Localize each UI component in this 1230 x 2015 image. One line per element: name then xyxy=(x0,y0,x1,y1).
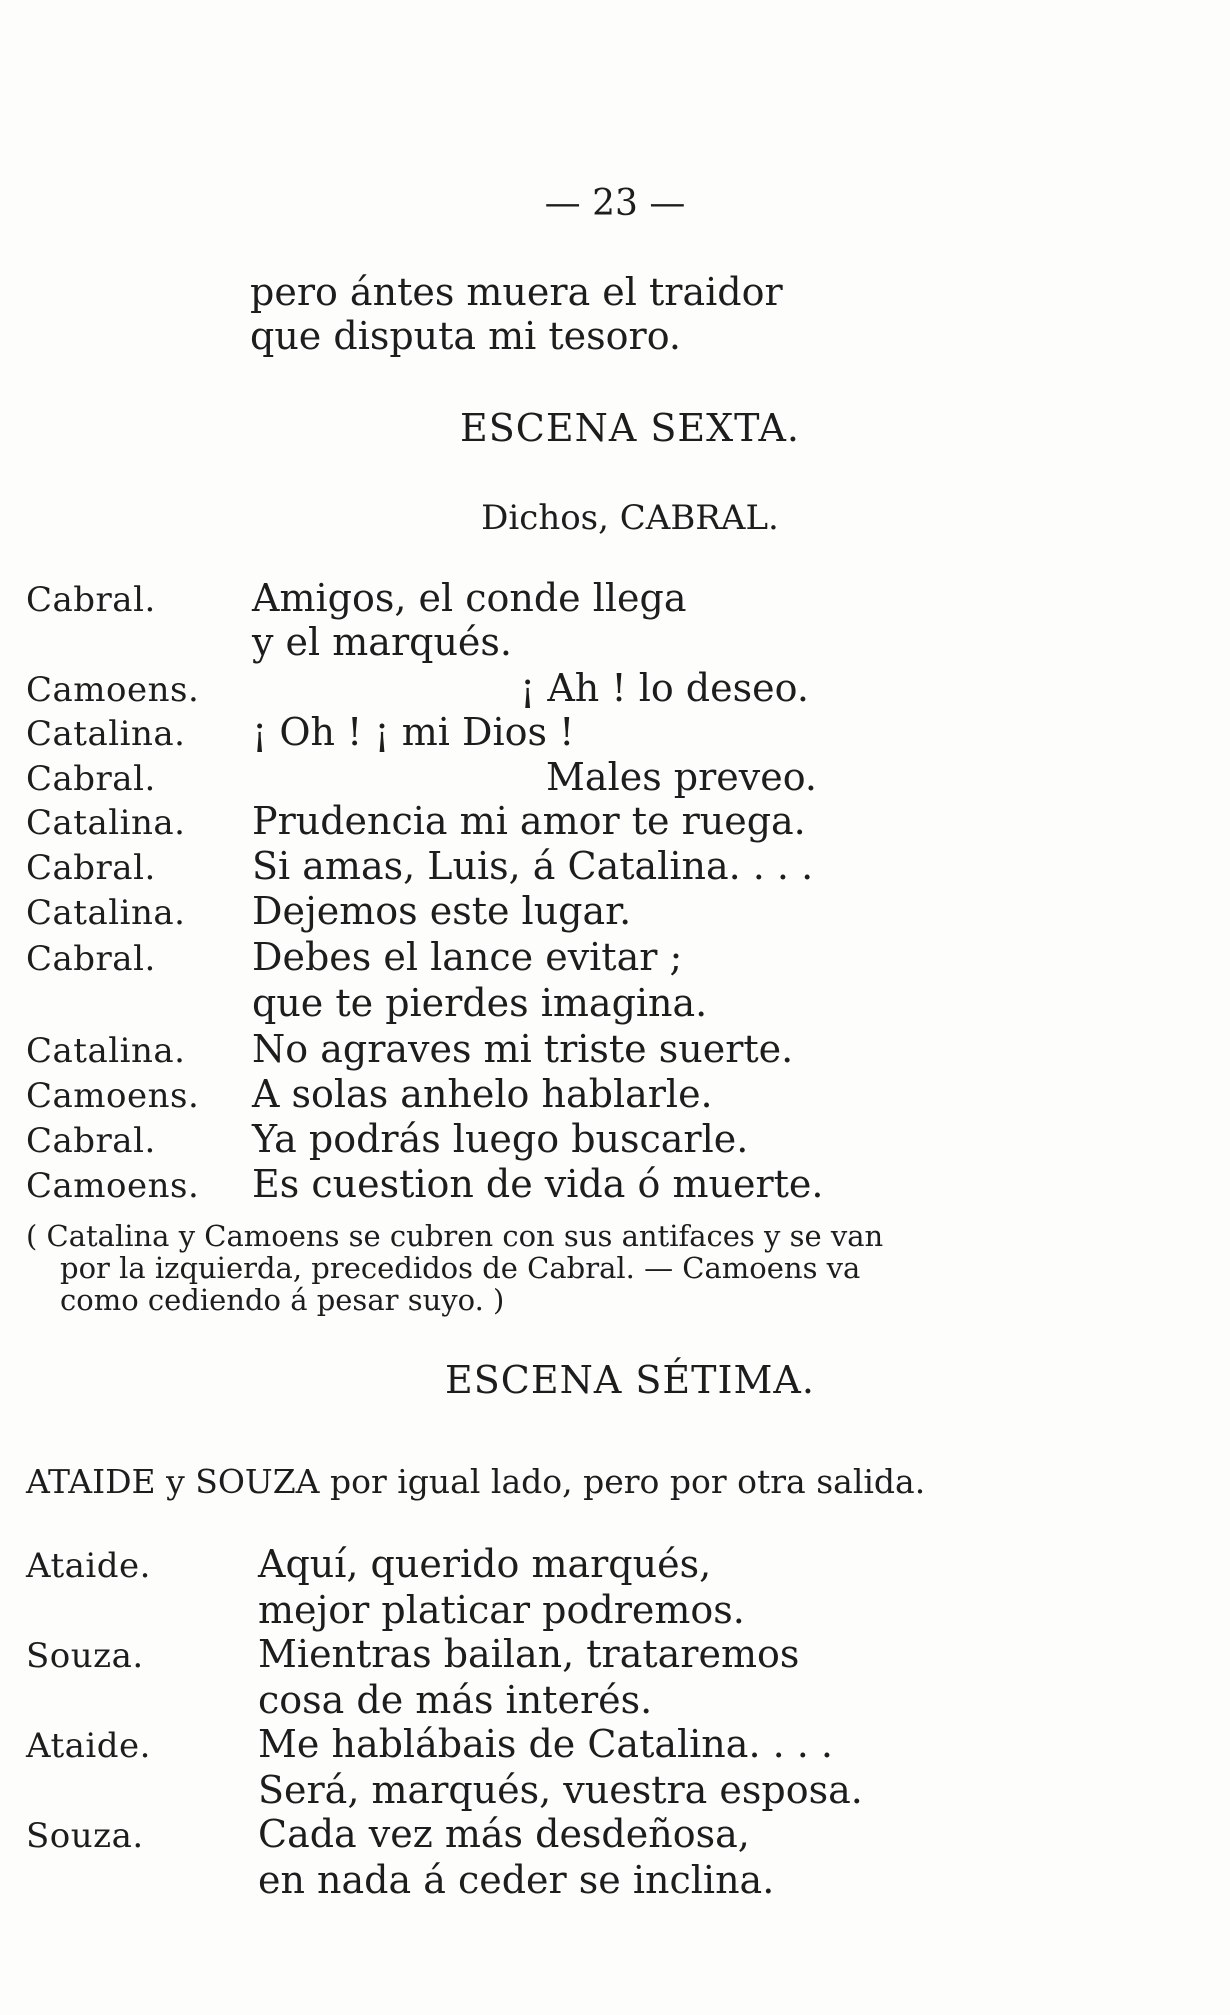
speaker-name: Ataide. xyxy=(26,1546,151,1586)
dialogue-line: Prudencia mi amor te ruega. xyxy=(252,799,806,843)
speaker-name: Souza. xyxy=(26,1816,144,1856)
dialogue-line: Aquí, querido marqués, xyxy=(258,1542,712,1586)
dialogue-line: Es cuestion de vida ó muerte. xyxy=(252,1162,824,1206)
dialogue-line: A solas anhelo hablarle. xyxy=(252,1072,713,1116)
dialogue-line: Dejemos este lugar. xyxy=(252,889,632,933)
scene-cast: Dichos, CABRAL. xyxy=(481,498,779,538)
dialogue-line: Males preveo. xyxy=(546,755,818,799)
speaker-name: Catalina. xyxy=(26,893,186,933)
dialogue-line: ¡ Oh ! ¡ mi Dios ! xyxy=(252,710,575,754)
stage-direction-line: como cediendo á pesar suyo. ) xyxy=(60,1283,505,1317)
dialogue-line: y el marqués. xyxy=(252,620,512,664)
dialogue-line: ¡ Ah ! lo deseo. xyxy=(520,666,809,710)
dialogue-line: Amigos, el conde llega xyxy=(252,576,687,620)
speaker-name: Cabral. xyxy=(26,848,156,888)
dialogue-line: Si amas, Luis, á Catalina. . . . xyxy=(252,844,814,888)
scene-cast: ATAIDE y SOUZA por igual lado, pero por otra salida. xyxy=(26,1462,926,1501)
dialogue-line: Cada vez más desdeñosa, xyxy=(258,1812,750,1856)
scene-heading: ESCENA SÉTIMA. xyxy=(445,1358,815,1402)
speaker-name: Camoens. xyxy=(26,1076,200,1116)
dialogue-line: en nada á ceder se inclina. xyxy=(258,1858,775,1902)
dialogue-line: Debes el lance evitar ; xyxy=(252,935,683,979)
speaker-name: Camoens. xyxy=(26,1166,200,1206)
dialogue-line: cosa de más interés. xyxy=(258,1678,653,1722)
speaker-name: Catalina. xyxy=(26,714,186,754)
scene-heading: ESCENA SEXTA. xyxy=(460,406,800,450)
speaker-name: Camoens. xyxy=(26,670,200,710)
speaker-name: Cabral. xyxy=(26,759,156,799)
speaker-name: Cabral. xyxy=(26,1121,156,1161)
dialogue-line: Me hablábais de Catalina. . . . xyxy=(258,1722,833,1766)
stage-direction-line: ( Catalina y Camoens se cubren con sus antifaces y se van xyxy=(26,1219,884,1253)
dialogue-line: Ya podrás luego buscarle. xyxy=(252,1117,749,1161)
speaker-name: Catalina. xyxy=(26,1031,186,1071)
speaker-name: Ataide. xyxy=(26,1726,151,1766)
dialogue-line: que te pierdes imagina. xyxy=(252,981,708,1025)
verse-line: que disputa mi tesoro. xyxy=(250,314,682,358)
speaker-name: Cabral. xyxy=(26,580,156,620)
page-number: — 23 — xyxy=(544,183,686,224)
verse-line: pero ántes muera el traidor xyxy=(250,270,783,314)
stage-direction-line: por la izquierda, precedidos de Cabral. — Camoens va xyxy=(60,1251,861,1285)
speaker-name: Catalina. xyxy=(26,803,186,843)
dialogue-line: Mientras bailan, trataremos xyxy=(258,1632,800,1676)
speaker-name: Souza. xyxy=(26,1636,144,1676)
dialogue-line: No agraves mi triste suerte. xyxy=(252,1027,794,1071)
dialogue-line: mejor platicar podremos. xyxy=(258,1588,745,1632)
dialogue-line: Será, marqués, vuestra esposa. xyxy=(258,1768,863,1812)
speaker-name: Cabral. xyxy=(26,939,156,979)
